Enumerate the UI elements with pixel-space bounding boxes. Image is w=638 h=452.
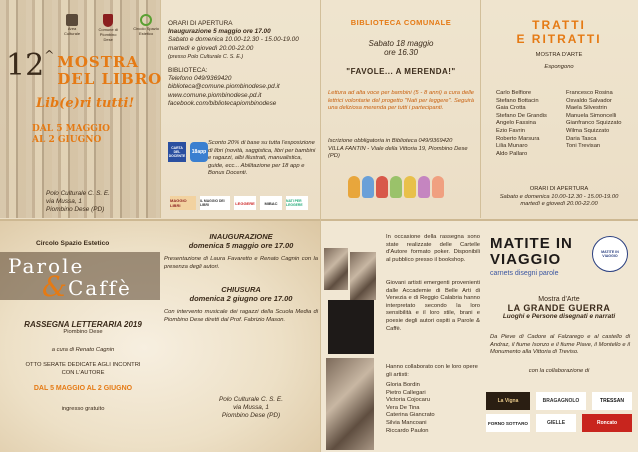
fold-line-2 [320,0,321,452]
carnets-text-2: Giovani artisti emergenti provenienti dalle Accademie di Belle Arti di Venezia e di Reggio Calabria hanno interpretato secondo la loro sensibilità e il loro stile, brani e poesie degli autori ospiti a Parole & Caffè. [386,280,480,332]
carnets-artists: Gloria Bordin Pietro Callegari Victoria Cojocaru Vera De Tina Caterina Giancrato Silvia Mancoani Riccardo Paulon [386,382,435,434]
parole-ampersand: & [42,270,67,303]
fold-line-1 [160,0,161,218]
logo-area-culturale: Area Culturale [60,14,84,42]
partner-logos: MAGGIO LIBRI IL MAGGIO DEI LIBRI LEGGERE MIBAC NATI PER LEGGERE [170,196,308,210]
logo-circolo: Circolo Spazio Estetico [132,14,160,42]
mostra-venue: Polo Culturale C. S. E. via Mussa, 1 Piombino Dese (PD) [46,190,110,214]
carta-docente-badge: CARTA DEL DOCENTE [168,142,186,162]
grande-guerra-block: Mostra d'Arte LA GRANDE GUERRA Luoghi e Persone disegnati e narrati [502,296,616,320]
sponsor-logo: GIELLE [536,414,576,432]
circolo-label: Circolo Spazio Estetico [36,240,110,247]
inaug-venue: Polo Culturale C. S. E. via Mussa, 1 Piombino Dese (PD) [219,396,283,420]
fold-line-horizontal [0,219,638,221]
tratti-block: TRATTI E RITRATTI MOSTRA D'ARTE Espongono [516,18,602,70]
grande-guerra-desc: Da Pieve di Cadore al Falzarego e al castello di Andraz, il fiume Isonzo e il fiume Piave, il Montello e il Monumento alla Vittoria di Treviso. [490,334,630,356]
facebook-link[interactable]: facebook.com/bibliotecapiombinodese [168,99,277,107]
matite-badge: MATITE IN VIAGGIO [592,236,628,272]
art-folder-image [328,300,374,354]
tratti-artists-1: Carlo Belfiore Stefano Bottacin Gaia Crotta Stefano De Grandis Angelo Fassina Ezio Favrin Roberto Marsura Lilia Munaro Aldo Pallaro [496,90,547,157]
mostra-dates: DAL 5 MAGGIO AL 2 GIUGNO [32,124,111,145]
art-card-image-2 [350,252,376,300]
biblioteca-block: BIBLIOTECA COMUNALE Sabato 18 maggio ore 16.30 "FAVOLE... A MERENDA!" [346,18,456,76]
fold-line-3 [480,0,481,218]
art-card-image-1 [324,248,348,290]
mostra-title-2: DEL LIBRO [57,70,163,88]
email-link[interactable]: biblioteca@comune.piombinodese.pd.it [168,83,280,91]
18app-badge: 18app [190,142,208,162]
sponsor-logo: TRESSAN [592,392,632,410]
orari-block: ORARI DI APERTURA Inaugurazione 5 maggio ore 17.00 Sabato e domenica 10.00-12.30 - 15.00-19.00 martedì e giovedì 20.00-22.00 (presso Polo Culturale C. S. E.) BIBLIOTECA: Telefono 049/9369420 biblioteca@comune.piombinodese.pd.it www.comune.piombinodese.pd.it facebook.com/bibliotecapiombinodese [168,20,318,108]
collab-label: con la collaborazione di [528,368,590,374]
kids-illustration [348,176,446,203]
biblioteca-desc: Lettura ad alta voce per bambini (5 - 8 anni) a cura delle lettrici volontarie del progetto "Nati per leggere". Seguirà una deliziosa merenda per tutti i partecipanti. [328,90,474,112]
mostra-title-1: MOSTRA [57,53,140,71]
sponsor-logos [486,392,636,432]
sponsor-logo: La Vigna [486,392,530,410]
tratti-artists-2: Francesco Rosina Osvaldo Salvador Maela Silvestrin Manuela Simoncelli Gianfranco Squizzato Wilma Squizzato Daria Tasca Toni Trevisan [566,90,622,150]
logo-comune: Comune di Piombino Dese [96,14,120,42]
inaug-block: INAUGURAZIONE domenica 5 maggio ore 17.00 Presentazione di Laura Favaretto e Renato Cagnin con la presenza degli autori. CHIUSURA domenica 2 giugno ore 17.00 Con intervento musicale dei ragazzi della Scuola Media di Piombino Dese diretti dal Prof. Fabrizio Mason. [164,232,318,323]
carnets-text-1: In occasione della rassegna sono state realizzate delle Cartelle d'Autore formato poker. Disponibili al pubblico presso il bookshop. [386,234,480,263]
bonus-badges [168,142,208,162]
matite-title: MATITE IN VIAGGIO carnets disegni parole [490,235,573,277]
sponsor-logo: FORNO SOTTARO [486,414,530,432]
rassegna-block: RASSEGNA LETTERARIA 2019 Piombino Dese a cura di Renato Cagnin OTTO SERATE DEDICATE AGLI INCONTRI CON L'AUTORE DAL 5 MAGGIO AL 2 GIUGNO ingresso gratuito [24,320,142,413]
sponsor-logo: Roncato [582,414,632,432]
edition-number: 12 [6,48,45,83]
top-logos [60,14,160,42]
tratti-orari: ORARI DI APERTURA Sabato e domenica 10.00-12.30 - 15.00-19.00 martedì e giovedì 20.00-22.00 [499,186,619,208]
biblioteca-iscrizione: Iscrizione obbligatoria in Biblioteca 049/9369420 VILLA FANTIN - Viale della Vittoria 19, Piombino Dese (PD) [328,138,468,160]
website-link[interactable]: www.comune.piombinodese.pd.it [168,91,262,99]
mostra-tagline: Lib(e)ri tutti! [36,96,135,111]
parole-title-1: Parole [8,254,85,278]
mostra-heading: 12 ^ MOSTRA DEL LIBRO [6,48,163,88]
parole-title-2: Caffè [68,276,132,300]
art-cards-stack-image [326,358,374,450]
carnets-text-3: Hanno collaborato con le loro opere gli artisti: [386,364,478,378]
sponsor-logo: BRAGAGNOLO [536,392,586,410]
sconto-text: Sconto 20% di base su tutta l'esposizione di libri (novità, saggistica, libri per bambini e ragazzi, albi illustrati, manualistica, guide, ecc... Abilitazione per 18 app e Bonus Docenti. [208,140,316,177]
